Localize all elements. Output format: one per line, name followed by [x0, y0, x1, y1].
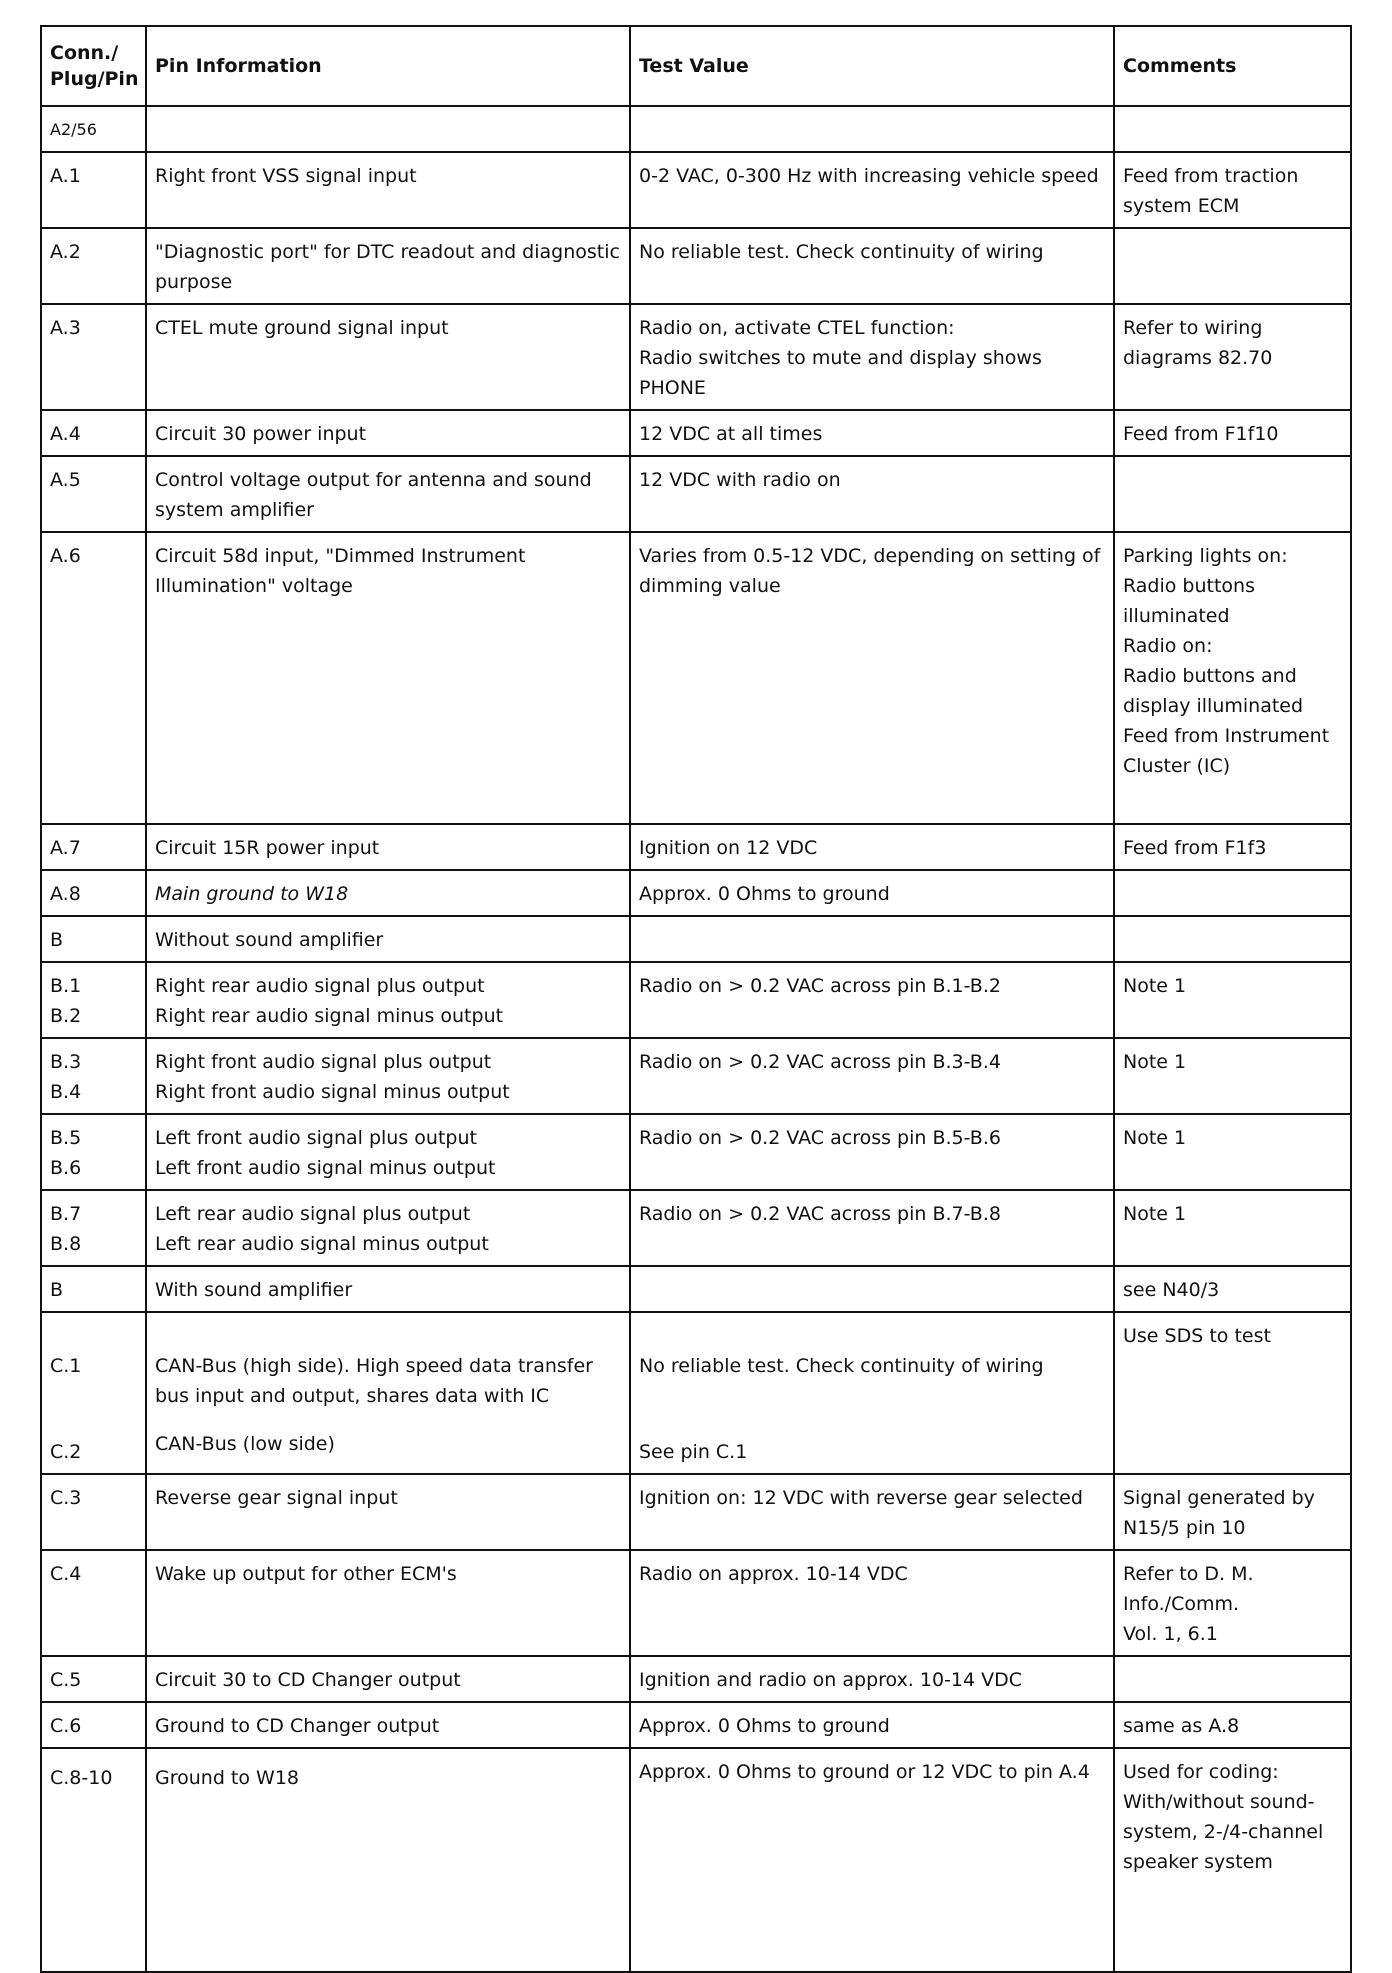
test-cell: Approx. 0 Ohms to ground	[630, 870, 1114, 916]
test-cell: Radio on > 0.2 VAC across pin B.5-B.6	[630, 1114, 1114, 1190]
table-row	[41, 304, 1351, 410]
test-cell: Approx. 0 Ohms to ground	[630, 1702, 1114, 1748]
comment-cell: Feed from traction system ECM	[1114, 152, 1351, 228]
pin-cell: Main ground to W18	[146, 870, 630, 916]
comment-cell: Signal generated by N15/5 pin 10	[1114, 1474, 1351, 1550]
test-cell: 0-2 VAC, 0-300 Hz with increasing vehicle speed	[630, 152, 1114, 228]
comment-cell: Note 1	[1114, 1190, 1351, 1266]
pin-c2: CAN-Bus (low side)	[155, 1433, 335, 1455]
table-row	[41, 1748, 1351, 1972]
comment-cell	[1114, 106, 1351, 152]
test-c1: No reliable test. Check continuity of wiring	[639, 1355, 1044, 1377]
pin-cell: Circuit 58d input, "Dimmed Instrument Illumination" voltage	[146, 532, 630, 824]
header-row	[41, 26, 1351, 106]
test-cell	[630, 106, 1114, 152]
table-row	[41, 1474, 1351, 1550]
conn-cell: A.1	[41, 152, 146, 228]
conn-cell: B.7 B.8	[41, 1190, 146, 1266]
conn-cell: A.5	[41, 456, 146, 532]
table-row	[41, 1114, 1351, 1190]
table-row	[41, 1656, 1351, 1702]
table-row	[41, 228, 1351, 304]
pin-cell: CTEL mute ground signal input	[146, 304, 630, 410]
conn-cell: A2/56	[41, 106, 146, 152]
table-row	[41, 106, 1351, 152]
table-row	[41, 824, 1351, 870]
pin-c1: CAN-Bus (high side). High speed data transfer bus input and output, shares data with IC	[155, 1355, 593, 1407]
comment-cell	[1114, 228, 1351, 304]
conn-cell	[41, 1312, 146, 1474]
comment-cell: Use SDS to test	[1114, 1312, 1351, 1474]
pin-cell: Reverse gear signal input	[146, 1474, 630, 1550]
header-conn: Conn./ Plug/Pin	[41, 26, 146, 106]
pin-cell	[146, 106, 630, 152]
table-row	[41, 1190, 1351, 1266]
pin-cell: Wake up output for other ECM's	[146, 1550, 630, 1656]
comment-cell: Parking lights on: Radio buttons illuminated Radio on: Radio buttons and display illuminated Feed from Instrument Cluster (IC)	[1114, 532, 1351, 824]
conn-cell: C.8-10	[41, 1748, 146, 1972]
test-cell: Ignition on 12 VDC	[630, 824, 1114, 870]
test-cell: Radio on, activate CTEL function: Radio switches to mute and display shows PHONE	[630, 304, 1114, 410]
table-row	[41, 1312, 1351, 1474]
comment-cell: Feed from F1f10	[1114, 410, 1351, 456]
comment-cell: same as A.8	[1114, 1702, 1351, 1748]
table-row	[41, 152, 1351, 228]
conn-cell: B	[41, 1266, 146, 1312]
pin-cell: With sound amplifier	[146, 1266, 630, 1312]
comment-cell: Refer to wiring diagrams 82.70	[1114, 304, 1351, 410]
test-cell	[630, 1312, 1114, 1474]
test-cell: Approx. 0 Ohms to ground or 12 VDC to pin A.4	[630, 1748, 1114, 1972]
test-c2: See pin C.1	[639, 1441, 748, 1463]
comment-cell: see N40/3	[1114, 1266, 1351, 1312]
table-row	[41, 1702, 1351, 1748]
conn-cell: A.8	[41, 870, 146, 916]
conn-c2: C.2	[50, 1441, 82, 1463]
table-row	[41, 916, 1351, 962]
table-row	[41, 1266, 1351, 1312]
test-cell: 12 VDC at all times	[630, 410, 1114, 456]
header-test-value: Test Value	[630, 26, 1114, 106]
table-row	[41, 410, 1351, 456]
pin-cell	[146, 1312, 630, 1474]
test-cell	[630, 916, 1114, 962]
header-pin-information: Pin Information	[146, 26, 630, 106]
conn-cell: B.1 B.2	[41, 962, 146, 1038]
test-cell: Ignition and radio on approx. 10-14 VDC	[630, 1656, 1114, 1702]
pin-cell: Right rear audio signal plus output Right rear audio signal minus output	[146, 962, 630, 1038]
conn-cell: C.4	[41, 1550, 146, 1656]
table-row	[41, 870, 1351, 916]
test-cell: Varies from 0.5-12 VDC, depending on setting of dimming value	[630, 532, 1114, 824]
pin-cell: Circuit 30 power input	[146, 410, 630, 456]
pin-cell: Ground to CD Changer output	[146, 1702, 630, 1748]
comment-cell	[1114, 916, 1351, 962]
pin-cell: Left front audio signal plus output Left front audio signal minus output	[146, 1114, 630, 1190]
table-row	[41, 962, 1351, 1038]
comment-cell: Used for coding: With/without sound-system, 2-/4-channel speaker system	[1114, 1748, 1351, 1972]
comment-cell	[1114, 1656, 1351, 1702]
comment-cell: Note 1	[1114, 1038, 1351, 1114]
test-cell	[630, 1266, 1114, 1312]
pin-cell: Control voltage output for antenna and sound system amplifier	[146, 456, 630, 532]
pin-cell: Right front audio signal plus output Right front audio signal minus output	[146, 1038, 630, 1114]
test-cell: Radio on approx. 10-14 VDC	[630, 1550, 1114, 1656]
comment-cell	[1114, 870, 1351, 916]
pin-cell: Right front VSS signal input	[146, 152, 630, 228]
conn-cell: C.3	[41, 1474, 146, 1550]
conn-cell: A.6	[41, 532, 146, 824]
conn-c1: C.1	[50, 1355, 82, 1377]
pin-cell: Without sound amplifier	[146, 916, 630, 962]
comment-cell: Refer to D. M. Info./Comm. Vol. 1, 6.1	[1114, 1550, 1351, 1656]
test-cell: Ignition on: 12 VDC with reverse gear selected	[630, 1474, 1114, 1550]
pin-cell: Ground to W18	[146, 1748, 630, 1972]
test-cell: Radio on > 0.2 VAC across pin B.1-B.2	[630, 962, 1114, 1038]
comment-cell: Note 1	[1114, 962, 1351, 1038]
conn-cell: B.3 B.4	[41, 1038, 146, 1114]
conn-cell: A.4	[41, 410, 146, 456]
test-cell: Radio on > 0.2 VAC across pin B.7-B.8	[630, 1190, 1114, 1266]
conn-cell: C.6	[41, 1702, 146, 1748]
table-row	[41, 456, 1351, 532]
pin-info-table	[40, 25, 1352, 1973]
conn-cell: A.7	[41, 824, 146, 870]
conn-cell: A.2	[41, 228, 146, 304]
table-row	[41, 1038, 1351, 1114]
conn-cell: C.5	[41, 1656, 146, 1702]
pin-cell: Circuit 30 to CD Changer output	[146, 1656, 630, 1702]
pin-cell: Left rear audio signal plus output Left rear audio signal minus output	[146, 1190, 630, 1266]
comment-cell: Feed from F1f3	[1114, 824, 1351, 870]
test-cell: 12 VDC with radio on	[630, 456, 1114, 532]
conn-cell: B	[41, 916, 146, 962]
conn-cell: A.3	[41, 304, 146, 410]
comment-cell: Note 1	[1114, 1114, 1351, 1190]
pin-cell: Circuit 15R power input	[146, 824, 630, 870]
table-row	[41, 1550, 1351, 1656]
header-comments: Comments	[1114, 26, 1351, 106]
test-cell: No reliable test. Check continuity of wiring	[630, 228, 1114, 304]
table-row	[41, 532, 1351, 824]
pin-cell: "Diagnostic port" for DTC readout and diagnostic purpose	[146, 228, 630, 304]
comment-cell	[1114, 456, 1351, 532]
conn-cell: B.5 B.6	[41, 1114, 146, 1190]
test-cell: Radio on > 0.2 VAC across pin B.3-B.4	[630, 1038, 1114, 1114]
